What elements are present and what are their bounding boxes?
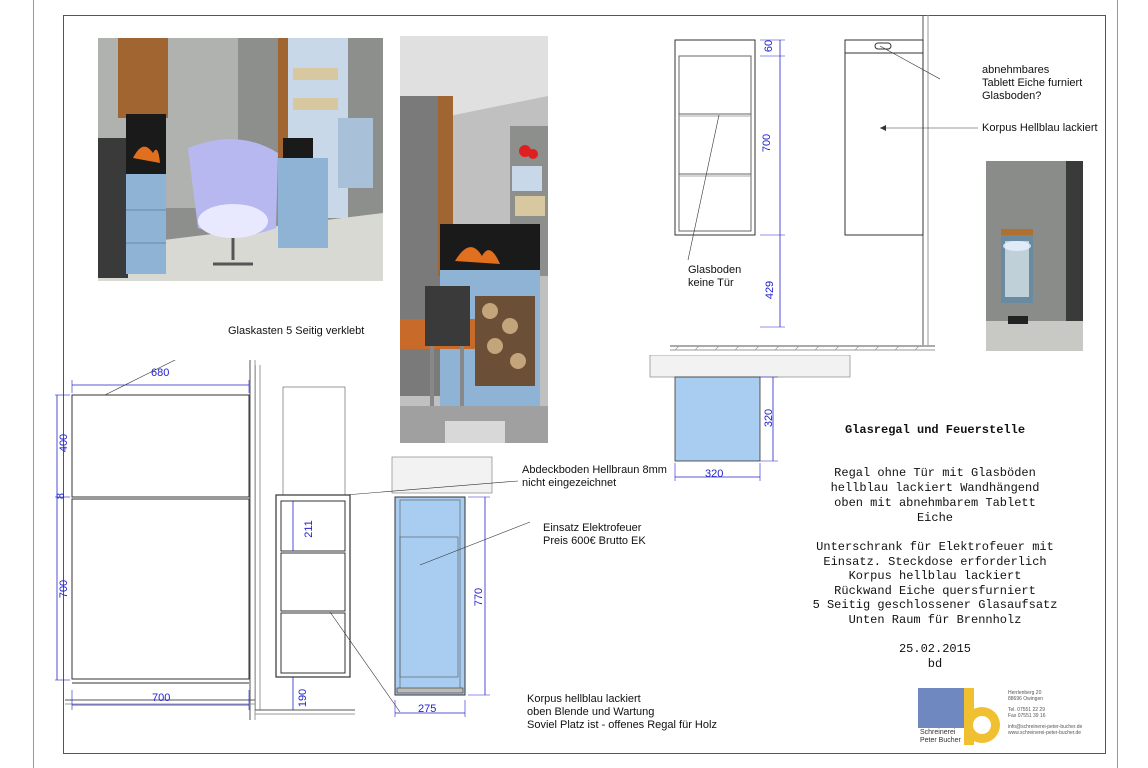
label-glaskasten: Glaskasten 5 Seitig verklebt [228,325,365,337]
address-line-7: info@schreinerei-peter-bucher.de [1008,724,1083,730]
label-korpus-1: Korpus hellblau lackiert [527,693,641,705]
dim-60: 60 [763,39,776,53]
dim-680: 680 [151,367,170,379]
description-line-10: Unten Raum für Brennholz [848,613,1022,627]
description-line-5: Unterschrank für Elektrofeuer mit [816,540,1054,554]
address-line-1: Herrlenberg 20 [1008,690,1042,696]
description-line-7: Korpus hellblau lackiert [848,569,1022,583]
label-abdeck-2: nicht eingezeichnet [522,477,617,489]
dim-700-bottom: 700 [152,692,171,704]
dim-275: 275 [418,703,437,715]
dim-8: 8 [55,492,68,500]
label-korpus-2: oben Blende und Wartung [527,706,655,718]
description-line-3: oben mit abnehmbarem Tablett [834,496,1036,510]
address-line-4: Tel. 07551 22 29 [1008,707,1045,713]
dim-770: 770 [473,587,486,607]
description-line-4: Eiche [916,511,953,525]
dim-700-front: 700 [58,579,71,599]
company-logo [918,688,1000,745]
address-line-8: www.schreinerei-peter-bucher.de [1008,730,1082,736]
label-einsatz-1: Einsatz Elektrofeuer [543,522,642,534]
address-line-5: Fax 07551 39 16 [1008,713,1046,719]
label-tablett-3: Glasboden? [982,90,1042,102]
label-glasboden-1: Glasboden [688,264,742,276]
label-tablett-2: Tablett Eiche furniert [982,77,1083,89]
description-date: 25.02.2015 [898,642,971,656]
label-einsatz-2: Preis 600€ Brutto EK [543,535,646,547]
description-title: Glasregal und Feuerstelle [844,423,1026,437]
description-line-1: Regal ohne Tür mit Glasböden [834,466,1036,480]
description-line-6: Einsatz. Steckdose erforderlich [823,555,1047,569]
label-abdeck-1: Abdeckboden Hellbraun 8mm [522,464,667,476]
logo-name-2: Peter Bucher [920,737,961,744]
dim-190: 190 [297,688,310,708]
description-line-2: hellblau lackiert Wandhängend [830,481,1040,495]
label-korpus-hellblau: Korpus Hellblau lackiert [982,122,1098,134]
dim-320-width: 320 [705,468,724,480]
logo-name-1: Schreinerei [920,729,956,736]
company-address [1008,690,1104,738]
label-glasboden-2: keine Tür [688,277,734,289]
label-korpus-3: Soviel Platz ist - offenes Regal für Holz [527,719,717,731]
dim-429: 429 [764,280,777,300]
dim-211: 211 [302,520,315,538]
dim-320-depth: 320 [763,408,776,428]
description-line-9: 5 Seitig geschlossener Glasaufsatz [812,598,1058,612]
address-line-2: 88696 Owingen [1008,696,1044,702]
dim-400: 400 [58,433,71,453]
label-tablett-1: abnehmbares [982,64,1050,76]
dim-700-shelf: 700 [761,133,774,153]
description-initials: bd [927,657,943,671]
description-line-8: Rückwand Eiche quersfurniert [834,584,1036,598]
